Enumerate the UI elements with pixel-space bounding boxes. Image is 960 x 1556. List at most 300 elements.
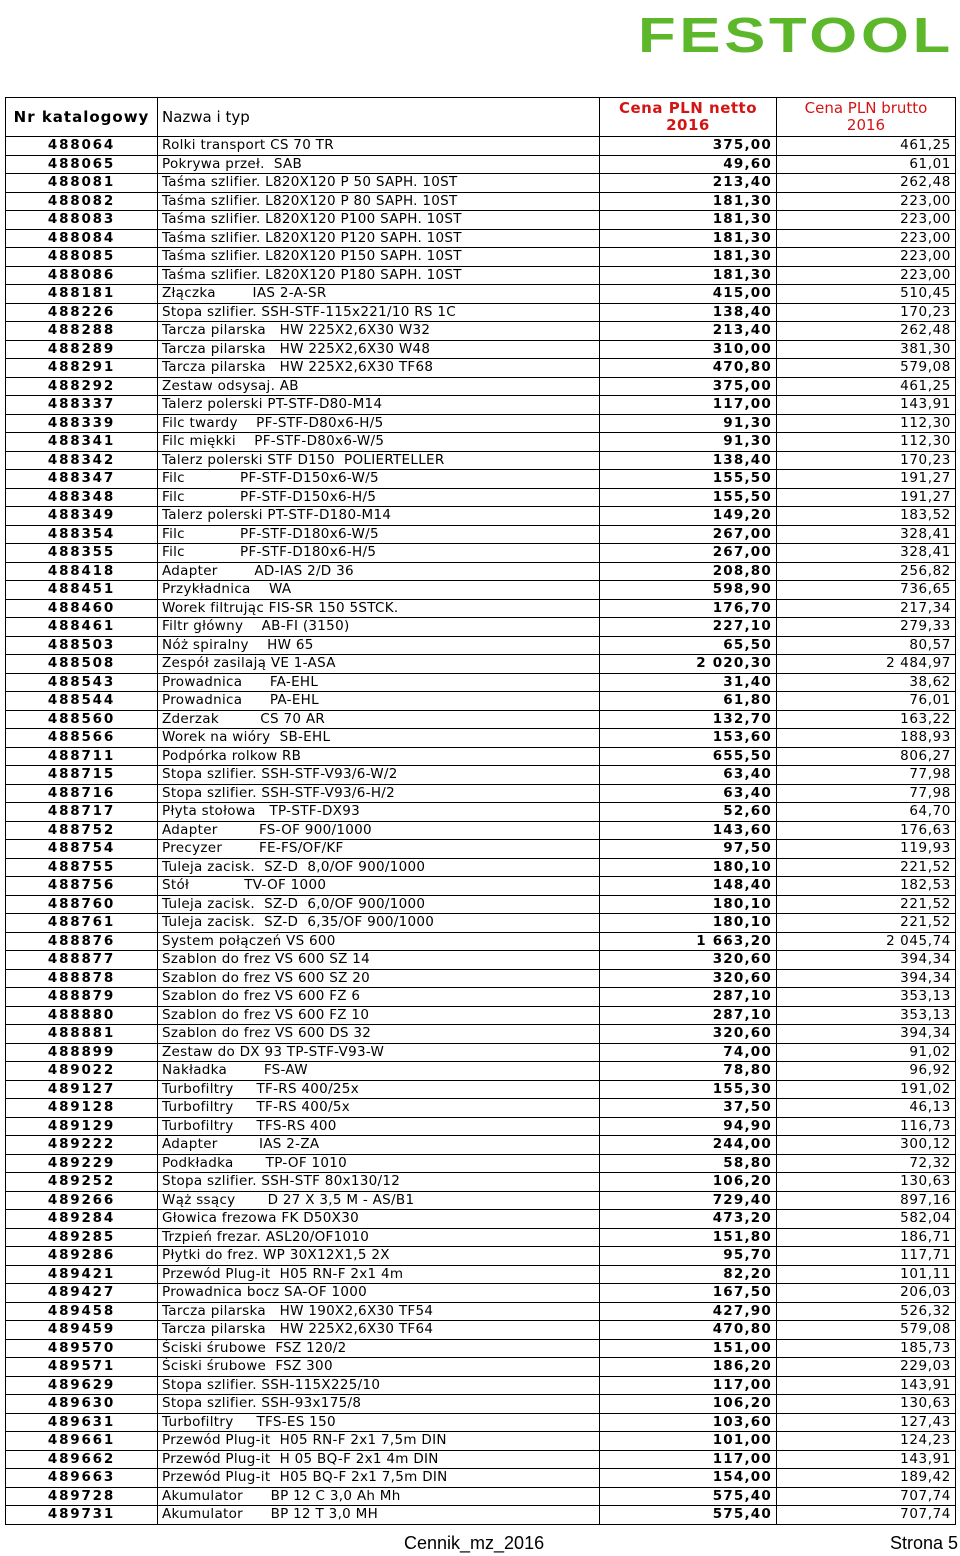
catalog-number-cell: 488347 (6, 470, 158, 489)
table-row (6, 636, 956, 655)
table-row (6, 155, 956, 174)
net-price-cell: 155,50 (600, 488, 777, 507)
catalog-number-cell: 488899 (6, 1043, 158, 1062)
gross-price-cell: 300,12 (777, 1136, 956, 1155)
net-price-cell: 78,80 (600, 1062, 777, 1081)
table-row (6, 747, 956, 766)
table-row (6, 655, 956, 674)
table-row (6, 248, 956, 267)
product-name-cell: Ściski śrubowe FSZ 120/2 (158, 1339, 600, 1358)
gross-price-cell: 119,93 (777, 840, 956, 859)
table-row (6, 951, 956, 970)
product-name-cell: Adapter FS-OF 900/1000 (158, 821, 600, 840)
gross-price-cell: 117,71 (777, 1247, 956, 1266)
net-price-cell: 117,00 (600, 1376, 777, 1395)
product-name-cell: System połączeń VS 600 (158, 932, 600, 951)
product-name-cell: Taśma szlifier. L820X120 P 80 SAPH. 10ST (158, 192, 600, 211)
gross-price-cell: 130,63 (777, 1173, 956, 1192)
catalog-number-cell: 489286 (6, 1247, 158, 1266)
catalog-number-cell: 488717 (6, 803, 158, 822)
product-name-cell: Podpórka rolkow RB (158, 747, 600, 766)
product-name-cell: Tuleja zacisk. SZ-D 8,0/OF 900/1000 (158, 858, 600, 877)
gross-price-cell: 188,93 (777, 729, 956, 748)
table-row (6, 303, 956, 322)
gross-price-cell: 353,13 (777, 1006, 956, 1025)
gross-price-cell: 461,25 (777, 377, 956, 396)
table-row (6, 137, 956, 156)
gross-price-cell: 38,62 (777, 673, 956, 692)
product-name-cell: Tarcza pilarska HW 225X2,6X30 W48 (158, 340, 600, 359)
net-price-cell: 2 020,30 (600, 655, 777, 674)
net-price-cell: 473,20 (600, 1210, 777, 1229)
table-row (6, 562, 956, 581)
gross-price-cell: 2 484,97 (777, 655, 956, 674)
table-row (6, 377, 956, 396)
net-price-cell: 415,00 (600, 285, 777, 304)
net-price-cell: 151,00 (600, 1339, 777, 1358)
net-price-cell: 148,40 (600, 877, 777, 896)
product-name-cell: Zespół zasilają VE 1-ASA (158, 655, 600, 674)
gross-price-cell: 163,22 (777, 710, 956, 729)
net-price-cell: 213,40 (600, 174, 777, 193)
catalog-number-cell: 489458 (6, 1302, 158, 1321)
gross-price-cell: 582,04 (777, 1210, 956, 1229)
net-price-cell: 181,30 (600, 266, 777, 285)
table-row (6, 858, 956, 877)
catalog-number-cell: 488755 (6, 858, 158, 877)
net-price-cell: 598,90 (600, 581, 777, 600)
product-name-cell: Taśma szlifier. L820X120 P150 SAPH. 10ST (158, 248, 600, 267)
net-price-cell: 655,50 (600, 747, 777, 766)
net-price-cell: 181,30 (600, 229, 777, 248)
catalog-number-cell: 488756 (6, 877, 158, 896)
table-row (6, 1043, 956, 1062)
gross-price-cell: 579,08 (777, 359, 956, 378)
header-gross-price-line2: 2016 (846, 116, 886, 134)
gross-price-cell: 328,41 (777, 525, 956, 544)
table-row (6, 988, 956, 1007)
gross-price-cell: 72,32 (777, 1154, 956, 1173)
net-price-cell: 149,20 (600, 507, 777, 526)
gross-price-cell: 806,27 (777, 747, 956, 766)
table-row (6, 1006, 956, 1025)
gross-price-cell: 221,52 (777, 914, 956, 933)
net-price-cell: 143,60 (600, 821, 777, 840)
table-row (6, 1080, 956, 1099)
gross-price-cell: 223,00 (777, 211, 956, 230)
gross-price-cell: 579,08 (777, 1321, 956, 1340)
table-row (6, 1413, 956, 1432)
catalog-number-cell: 489284 (6, 1210, 158, 1229)
product-name-cell: Nakładka FS-AW (158, 1062, 600, 1081)
gross-price-cell: 353,13 (777, 988, 956, 1007)
catalog-number-cell: 488543 (6, 673, 158, 692)
net-price-cell: 58,80 (600, 1154, 777, 1173)
catalog-number-cell: 489128 (6, 1099, 158, 1118)
catalog-number-cell: 489631 (6, 1413, 158, 1432)
catalog-number-cell: 488716 (6, 784, 158, 803)
catalog-number-cell: 489022 (6, 1062, 158, 1081)
table-row (6, 1228, 956, 1247)
product-name-cell: Nóż spiralny HW 65 (158, 636, 600, 655)
gross-price-cell: 221,52 (777, 895, 956, 914)
table-row (6, 451, 956, 470)
catalog-number-cell: 488460 (6, 599, 158, 618)
product-name-cell: Zderzak CS 70 AR (158, 710, 600, 729)
table-row (6, 1487, 956, 1506)
gross-price-cell: 736,65 (777, 581, 956, 600)
catalog-number-cell: 488348 (6, 488, 158, 507)
table-row (6, 396, 956, 415)
net-price-cell: 320,60 (600, 969, 777, 988)
catalog-number-cell: 489570 (6, 1339, 158, 1358)
product-name-cell: Trzpień frezar. ASL20/OF1010 (158, 1228, 600, 1247)
gross-price-cell: 394,34 (777, 951, 956, 970)
header-name-type: Nazwa i typ (158, 98, 600, 137)
net-price-cell: 101,00 (600, 1432, 777, 1451)
product-name-cell: Przykładnica WA (158, 581, 600, 600)
gross-price-cell: 96,92 (777, 1062, 956, 1081)
table-row (6, 192, 956, 211)
gross-price-cell: 191,27 (777, 470, 956, 489)
product-name-cell: Taśma szlifier. L820X120 P180 SAPH. 10ST (158, 266, 600, 285)
net-price-cell: 154,00 (600, 1469, 777, 1488)
table-row (6, 1191, 956, 1210)
table-row (6, 1302, 956, 1321)
header-gross-price-line1: Cena PLN brutto (804, 99, 928, 117)
gross-price-cell: 206,03 (777, 1284, 956, 1303)
product-name-cell: Filc twardy PF-STF-D80x6-H/5 (158, 414, 600, 433)
net-price-cell: 181,30 (600, 248, 777, 267)
product-name-cell: Wąż ssący D 27 X 3,5 M - AS/B1 (158, 1191, 600, 1210)
catalog-number-cell: 488082 (6, 192, 158, 211)
catalog-number-cell: 488292 (6, 377, 158, 396)
catalog-number-cell: 488086 (6, 266, 158, 285)
catalog-number-cell: 488761 (6, 914, 158, 933)
table-row (6, 1154, 956, 1173)
catalog-number-cell: 489252 (6, 1173, 158, 1192)
product-name-cell: Szablon do frez VS 600 FZ 6 (158, 988, 600, 1007)
net-price-cell: 427,90 (600, 1302, 777, 1321)
product-name-cell: Szablon do frez VS 600 DS 32 (158, 1025, 600, 1044)
table-row (6, 1062, 956, 1081)
catalog-number-cell: 488508 (6, 655, 158, 674)
catalog-number-cell: 489459 (6, 1321, 158, 1340)
product-name-cell: Tarcza pilarska HW 225X2,6X30 TF68 (158, 359, 600, 378)
gross-price-cell: 176,63 (777, 821, 956, 840)
net-price-cell: 95,70 (600, 1247, 777, 1266)
gross-price-cell: 77,98 (777, 784, 956, 803)
product-name-cell: Filc PF-STF-D150x6-H/5 (158, 488, 600, 507)
table-row (6, 525, 956, 544)
product-name-cell: Stół TV-OF 1000 (158, 877, 600, 896)
product-name-cell: Tarcza pilarska HW 190X2,6X30 TF54 (158, 1302, 600, 1321)
gross-price-cell: 143,91 (777, 1450, 956, 1469)
product-name-cell: Rolki transport CS 70 TR (158, 137, 600, 156)
gross-price-cell: 394,34 (777, 969, 956, 988)
net-price-cell: 49,60 (600, 155, 777, 174)
gross-price-cell: 707,74 (777, 1506, 956, 1525)
table-row (6, 673, 956, 692)
catalog-number-cell: 488880 (6, 1006, 158, 1025)
catalog-number-cell: 488878 (6, 969, 158, 988)
net-price-cell: 227,10 (600, 618, 777, 637)
net-price-cell: 103,60 (600, 1413, 777, 1432)
product-name-cell: Płytki do frez. WP 30X12X1,5 2X (158, 1247, 600, 1266)
net-price-cell: 61,80 (600, 692, 777, 711)
gross-price-cell: 510,45 (777, 285, 956, 304)
table-row (6, 1339, 956, 1358)
table-row (6, 414, 956, 433)
net-price-cell: 375,00 (600, 137, 777, 156)
product-name-cell: Prowadnica PA-EHL (158, 692, 600, 711)
net-price-cell: 213,40 (600, 322, 777, 341)
catalog-number-cell: 488339 (6, 414, 158, 433)
net-price-cell: 106,20 (600, 1173, 777, 1192)
product-name-cell: Ściski śrubowe FSZ 300 (158, 1358, 600, 1377)
table-row (6, 932, 956, 951)
net-price-cell: 287,10 (600, 1006, 777, 1025)
product-name-cell: Adapter AD-IAS 2/D 36 (158, 562, 600, 581)
product-name-cell: Worek filtrując FIS-SR 150 5STCK. (158, 599, 600, 618)
net-price-cell: 575,40 (600, 1506, 777, 1525)
net-price-cell: 52,60 (600, 803, 777, 822)
gross-price-cell: 186,71 (777, 1228, 956, 1247)
gross-price-cell: 61,01 (777, 155, 956, 174)
gross-price-cell: 461,25 (777, 137, 956, 156)
net-price-cell: 186,20 (600, 1358, 777, 1377)
net-price-cell: 138,40 (600, 303, 777, 322)
gross-price-cell: 116,73 (777, 1117, 956, 1136)
product-name-cell: Stopa szlifier. SSH-STF-115x221/10 RS 1C (158, 303, 600, 322)
table-row (6, 1173, 956, 1192)
product-name-cell: Stopa szlifier. SSH-93x175/8 (158, 1395, 600, 1414)
table-row (6, 211, 956, 230)
gross-price-cell: 526,32 (777, 1302, 956, 1321)
table-row (6, 1247, 956, 1266)
catalog-number-cell: 489266 (6, 1191, 158, 1210)
gross-price-cell: 64,70 (777, 803, 956, 822)
product-name-cell: Talerz polerski PT-STF-D80-M14 (158, 396, 600, 415)
catalog-number-cell: 488083 (6, 211, 158, 230)
net-price-cell: 180,10 (600, 895, 777, 914)
product-name-cell: Taśma szlifier. L820X120 P120 SAPH. 10ST (158, 229, 600, 248)
table-row (6, 1376, 956, 1395)
gross-price-cell: 143,91 (777, 396, 956, 415)
net-price-cell: 91,30 (600, 414, 777, 433)
product-name-cell: Tarcza pilarska HW 225X2,6X30 TF64 (158, 1321, 600, 1340)
product-name-cell: Adapter IAS 2-ZA (158, 1136, 600, 1155)
product-name-cell: Tarcza pilarska HW 225X2,6X30 W32 (158, 322, 600, 341)
table-row (6, 285, 956, 304)
table-row (6, 1321, 956, 1340)
table-row (6, 1395, 956, 1414)
catalog-number-cell: 488341 (6, 433, 158, 452)
product-name-cell: Stopa szlifier. SSH-STF-V93/6-H/2 (158, 784, 600, 803)
gross-price-cell: 897,16 (777, 1191, 956, 1210)
table-row (6, 359, 956, 378)
net-price-cell: 470,80 (600, 1321, 777, 1340)
table-row (6, 599, 956, 618)
catalog-number-cell: 488544 (6, 692, 158, 711)
gross-price-cell: 182,53 (777, 877, 956, 896)
gross-price-cell: 170,23 (777, 303, 956, 322)
catalog-number-cell: 488289 (6, 340, 158, 359)
product-name-cell: Talerz polerski PT-STF-D180-M14 (158, 507, 600, 526)
net-price-cell: 320,60 (600, 951, 777, 970)
product-name-cell: Akumulator BP 12 C 3,0 Ah Mh (158, 1487, 600, 1506)
product-name-cell: Przewód Plug-it H 05 BQ-F 2x1 4m DIN (158, 1450, 600, 1469)
product-name-cell: Złączka IAS 2-A-SR (158, 285, 600, 304)
catalog-number-cell: 489229 (6, 1154, 158, 1173)
net-price-cell: 167,50 (600, 1284, 777, 1303)
header-catalog-number: Nr katalogowy (6, 98, 158, 137)
net-price-cell: 244,00 (600, 1136, 777, 1155)
product-name-cell: Filtr główny AB-FI (3150) (158, 618, 600, 637)
catalog-number-cell: 488084 (6, 229, 158, 248)
gross-price-cell: 223,00 (777, 229, 956, 248)
table-row (6, 1025, 956, 1044)
product-name-cell: Głowica frezowa FK D50X30 (158, 1210, 600, 1229)
catalog-number-cell: 488085 (6, 248, 158, 267)
table-row (6, 581, 956, 600)
product-name-cell: Stopa szlifier. SSH-STF-V93/6-W/2 (158, 766, 600, 785)
net-price-cell: 1 663,20 (600, 932, 777, 951)
net-price-cell: 82,20 (600, 1265, 777, 1284)
catalog-number-cell: 489222 (6, 1136, 158, 1155)
catalog-number-cell: 488461 (6, 618, 158, 637)
festool-logo (638, 14, 956, 54)
gross-price-cell: 127,43 (777, 1413, 956, 1432)
catalog-number-cell: 489421 (6, 1265, 158, 1284)
table-row (6, 1117, 956, 1136)
catalog-number-cell: 489127 (6, 1080, 158, 1099)
gross-price-cell: 394,34 (777, 1025, 956, 1044)
product-name-cell: Filc PF-STF-D180x6-H/5 (158, 544, 600, 563)
product-name-cell: Stopa szlifier. SSH-STF 80x130/12 (158, 1173, 600, 1192)
product-name-cell: Tuleja zacisk. SZ-D 6,35/OF 900/1000 (158, 914, 600, 933)
table-row (6, 340, 956, 359)
net-price-cell: 375,00 (600, 377, 777, 396)
gross-price-cell: 76,01 (777, 692, 956, 711)
gross-price-cell: 381,30 (777, 340, 956, 359)
catalog-number-cell: 488418 (6, 562, 158, 581)
header-net-price-line2: 2016 (666, 116, 710, 134)
catalog-number-cell: 488349 (6, 507, 158, 526)
table-row (6, 1506, 956, 1525)
table-row (6, 174, 956, 193)
table-row (6, 1284, 956, 1303)
product-name-cell: Turbofiltry TFS-RS 400 (158, 1117, 600, 1136)
catalog-number-cell: 489663 (6, 1469, 158, 1488)
table-row (6, 1358, 956, 1377)
catalog-number-cell: 489728 (6, 1487, 158, 1506)
net-price-cell: 320,60 (600, 1025, 777, 1044)
catalog-number-cell: 488760 (6, 895, 158, 914)
net-price-cell: 106,20 (600, 1395, 777, 1414)
table-row (6, 229, 956, 248)
gross-price-cell: 256,82 (777, 562, 956, 581)
gross-price-cell: 185,73 (777, 1339, 956, 1358)
gross-price-cell: 191,02 (777, 1080, 956, 1099)
catalog-number-cell: 488354 (6, 525, 158, 544)
gross-price-cell: 262,48 (777, 174, 956, 193)
table-row (6, 1136, 956, 1155)
table-row (6, 1432, 956, 1451)
table-row (6, 322, 956, 341)
product-name-cell: Filc PF-STF-D180x6-W/5 (158, 525, 600, 544)
net-price-cell: 117,00 (600, 1450, 777, 1469)
catalog-number-cell: 488711 (6, 747, 158, 766)
table-row (6, 895, 956, 914)
net-price-cell: 94,90 (600, 1117, 777, 1136)
catalog-number-cell: 488876 (6, 932, 158, 951)
product-name-cell: Tuleja zacisk. SZ-D 6,0/OF 900/1000 (158, 895, 600, 914)
table-row (6, 729, 956, 748)
catalog-number-cell: 488879 (6, 988, 158, 1007)
table-row (6, 470, 956, 489)
net-price-cell: 151,80 (600, 1228, 777, 1247)
table-row (6, 266, 956, 285)
product-name-cell: Prowadnica bocz SA-OF 1000 (158, 1284, 600, 1303)
table-row (6, 914, 956, 933)
gross-price-cell: 46,13 (777, 1099, 956, 1118)
gross-price-cell: 80,57 (777, 636, 956, 655)
net-price-cell: 31,40 (600, 673, 777, 692)
table-row (6, 488, 956, 507)
gross-price-cell: 707,74 (777, 1487, 956, 1506)
net-price-cell: 155,30 (600, 1080, 777, 1099)
gross-price-cell: 221,52 (777, 858, 956, 877)
gross-price-cell: 223,00 (777, 266, 956, 285)
catalog-number-cell: 488181 (6, 285, 158, 304)
gross-price-cell: 91,02 (777, 1043, 956, 1062)
product-name-cell: Turbofiltry TF-RS 400/25x (158, 1080, 600, 1099)
catalog-number-cell: 488065 (6, 155, 158, 174)
net-price-cell: 208,80 (600, 562, 777, 581)
net-price-cell: 176,70 (600, 599, 777, 618)
product-name-cell: Precyzer FE-FS/OF/KF (158, 840, 600, 859)
catalog-number-cell: 488877 (6, 951, 158, 970)
table-row (6, 507, 956, 526)
net-price-cell: 117,00 (600, 396, 777, 415)
catalog-number-cell: 489571 (6, 1358, 158, 1377)
net-price-cell: 729,40 (600, 1191, 777, 1210)
gross-price-cell: 101,11 (777, 1265, 956, 1284)
product-name-cell: Worek na wióry SB-EHL (158, 729, 600, 748)
net-price-cell: 97,50 (600, 840, 777, 859)
gross-price-cell: 262,48 (777, 322, 956, 341)
product-name-cell: Podkładka TP-OF 1010 (158, 1154, 600, 1173)
catalog-number-cell: 488288 (6, 322, 158, 341)
net-price-cell: 310,00 (600, 340, 777, 359)
header-net-price-line1: Cena PLN netto (618, 99, 758, 117)
net-price-cell: 37,50 (600, 1099, 777, 1118)
net-price-cell: 575,40 (600, 1487, 777, 1506)
gross-price-cell: 189,42 (777, 1469, 956, 1488)
table-body (6, 137, 956, 1525)
gross-price-cell: 112,30 (777, 414, 956, 433)
product-name-cell: Pokrywa przeł. SAB (158, 155, 600, 174)
net-price-cell: 181,30 (600, 192, 777, 211)
logo-text: FESTOOL (638, 14, 954, 54)
catalog-number-cell: 488355 (6, 544, 158, 563)
product-name-cell: Zestaw do DX 93 TP-STF-V93-W (158, 1043, 600, 1062)
table-row (6, 1469, 956, 1488)
product-name-cell: Szablon do frez VS 600 SZ 20 (158, 969, 600, 988)
product-name-cell: Przewód Plug-it H05 RN-F 2x1 7,5m DIN (158, 1432, 600, 1451)
gross-price-cell: 124,23 (777, 1432, 956, 1451)
